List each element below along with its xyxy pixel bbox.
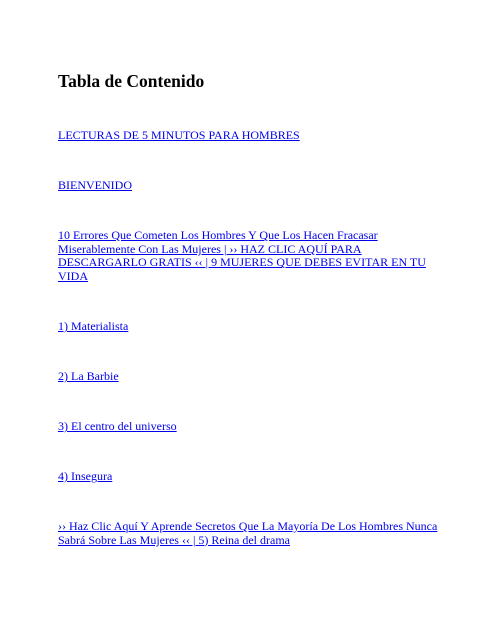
toc-link-la-barbie[interactable]: 2) La Barbie bbox=[58, 369, 119, 383]
toc-link-10-errores[interactable]: 10 Errores Que Cometen Los Hombres Y Que Los Hacen Fracasar Miserablemente Con Las Mujeres | ›› HAZ CLIC AQUÍ PARA DESCARGARLO GRATIS ‹‹ | 9 MUJERES QUE DEBES EVITAR EN TU VIDA bbox=[58, 228, 426, 284]
toc-link-centro-del-universo[interactable]: 3) El centro del universo bbox=[58, 419, 177, 433]
toc-link-bienvenido[interactable]: BIENVENIDO bbox=[58, 178, 132, 192]
toc-link-lecturas[interactable]: LECTURAS DE 5 MINUTOS PARA HOMBRES bbox=[58, 128, 300, 142]
toc-link-insegura[interactable]: 4) Insegura bbox=[58, 469, 113, 483]
page-title: Tabla de Contenido bbox=[58, 71, 205, 91]
toc-link-materialista[interactable]: 1) Materialista bbox=[58, 319, 129, 333]
toc-link-reina-del-drama[interactable]: ›› Haz Clic Aquí Y Aprende Secretos Que La Mayoría De Los Hombres Nunca Sabrá Sobre Las Mujeres ‹‹ | 5) Reina del drama bbox=[58, 519, 438, 547]
